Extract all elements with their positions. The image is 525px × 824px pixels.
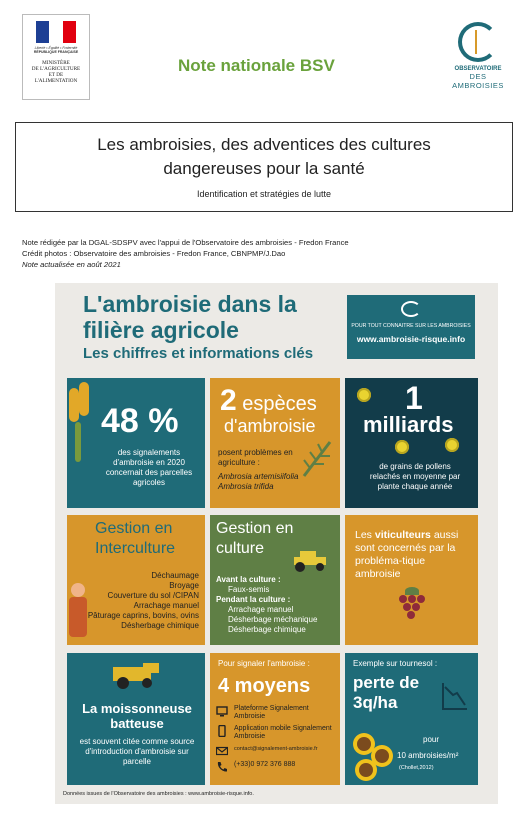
infographic — [55, 283, 498, 804]
stat-text: de grains de pollens relachés en moyenne par plante chaque année — [369, 462, 461, 491]
pollen-icon — [357, 388, 371, 402]
tile-moissonneuse — [67, 653, 205, 785]
tile-text: Les viticulteurs aussi sont concernés par la probléma-tique ambroisie — [355, 529, 459, 580]
tile-signalements — [67, 378, 205, 508]
tile-title: La moissonneuse batteuse — [82, 701, 192, 731]
tile-title: Gestion en culture — [216, 520, 294, 557]
tile-viticulteurs — [345, 515, 478, 645]
tile-interculture — [67, 515, 205, 645]
tile-especes — [210, 378, 340, 508]
french-flag-icon — [36, 21, 76, 43]
tractor-icon — [290, 547, 330, 573]
corn-icon — [69, 388, 79, 422]
density-value: 10 ambroisies/m² — [397, 751, 459, 760]
tile-header: Pour signaler l'ambroisie : — [218, 659, 310, 668]
signal-app[interactable]: Application mobile Signalement Ambroisie — [216, 725, 336, 741]
infographic-title: L'ambroisie dans la filière agricole — [83, 291, 297, 343]
website-link[interactable]: www.ambroisie-risque.info — [356, 334, 466, 344]
interculture-list: Déchaumage Broyage Couverture du sol /CIPAN Arrachage manuel Pâturage caprins, bovins, ovins Désherbage chimique — [87, 571, 199, 630]
document-title-box — [15, 122, 513, 212]
document-title: Les ambroisies, des adventices des cultures dangereuses pour la santé — [97, 135, 431, 178]
decline-chart-icon — [441, 681, 469, 711]
pour-label: pour — [423, 735, 440, 744]
stat-unit: milliards — [363, 412, 454, 437]
observatoire-mini-logo — [401, 301, 421, 317]
tile-gestion-culture: Gestion en culture Avant la culture : Faux-semis Pendant la culture : Arrachage manuel Désherbage méchanique Désherbage chimique — [210, 515, 340, 645]
rf-name: RÉPUBLIQUE FRANÇAISE — [33, 50, 79, 54]
signal-phone[interactable]: (+33)0 972 376 888 — [216, 761, 336, 773]
stat-unit: d'ambroisie — [224, 416, 316, 436]
tile-text: est souvent citée comme source d'introduction d'ambroisie sur parcelle — [79, 737, 195, 766]
signal-email[interactable]: contact@signalement-ambroisie.fr — [216, 745, 336, 757]
page-header — [0, 0, 525, 110]
mail-icon — [216, 745, 228, 757]
stat-value: perte de 3q/ha — [353, 673, 420, 712]
phone-icon — [216, 725, 228, 737]
website-box[interactable]: POUR TOUT CONNAITRE SUR LES AMBROISIES www.ambroisie-risque.info — [347, 295, 475, 359]
stat-value: 2 espèces — [220, 384, 317, 417]
combine-harvester-icon — [111, 661, 163, 691]
data-source: Données issues de l'Observatoire des ambroisies : www.ambroisie-risque.info. — [63, 791, 254, 797]
tile-pollens — [345, 378, 478, 508]
ministry-name: MINISTÈRE DE L'AGRICULTURE ET DE L'ALIMENTATION — [31, 60, 81, 84]
tile-signaler — [210, 653, 340, 785]
telephone-icon — [216, 761, 228, 773]
stat-text: posent problèmes en agriculture : — [218, 448, 293, 467]
species-1: Ambrosia artemisiifolia — [218, 472, 299, 481]
republique-francaise-logo — [22, 14, 90, 100]
ambroisie-plant-icon — [458, 22, 498, 62]
infographic-subtitle: Les chiffres et informations clés — [83, 345, 314, 362]
stat-value: 48 % — [101, 402, 179, 440]
stat-text: des signalements d'ambroisie en 2020 concernait des parcelles agricoles — [105, 448, 193, 487]
computer-icon — [216, 705, 228, 717]
tile-tournesol — [345, 653, 478, 785]
species-2: Ambrosia trifida — [218, 482, 274, 491]
tile-title: Gestion en Interculture — [95, 520, 176, 557]
observatoire-logo: OBSERVATOIRE DES AMBROISIES — [445, 22, 511, 102]
ambroisie-leaf-icon — [300, 438, 334, 478]
rf-motto: Liberté • Égalité • Fraternité — [34, 46, 78, 50]
note-title: Note nationale BSV — [178, 56, 335, 75]
credits: Note rédigée par la DGAL-SDSPV avec l'appui de l'Observatoire des ambroisies - Fredon France Crédit photos : Observatoire des ambroisies - Fredon France, CBNPMP/J.Dao Note actualisée en août 2021 — [22, 238, 349, 269]
signal-methods — [216, 705, 336, 777]
before-label: Avant la culture : — [216, 575, 281, 584]
reference: (Chollet,2012) — [399, 765, 434, 771]
stat-value: 4 moyens — [218, 675, 311, 697]
tile-header: Exemple sur tournesol : — [353, 659, 438, 668]
signal-platform[interactable]: Plateforme Signalement Ambroisie — [216, 705, 336, 721]
document-subtitle: Identification et stratégies de lutte — [196, 189, 332, 199]
during-label: Pendant la culture : — [216, 595, 291, 604]
stat-value: 1 — [405, 380, 423, 416]
